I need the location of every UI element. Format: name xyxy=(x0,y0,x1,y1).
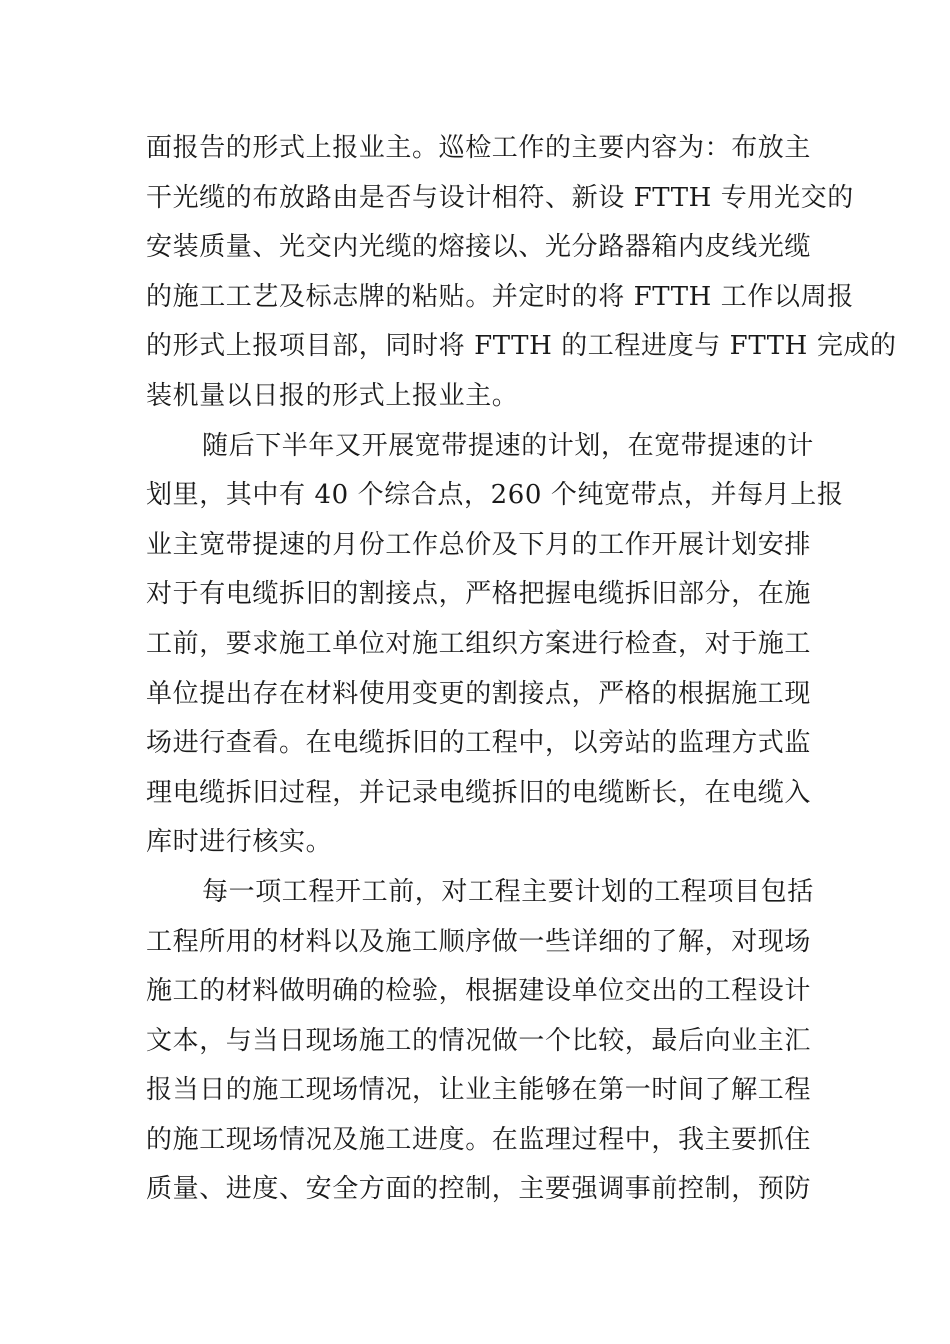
text-line: 面报告的形式上报业主。巡检工作的主要内容为：布放主 xyxy=(146,133,812,163)
text-line: 单位提出存在材料使用变更的割接点，严格的根据施工现 xyxy=(146,678,812,709)
document-body xyxy=(146,124,897,1215)
text-line: 对于有电缆拆旧的割接点，严格把握电缆拆旧部分，在施 xyxy=(146,579,812,610)
text-line: 施工的材料做明确的检验，根据建设单位交出的工程设计 xyxy=(146,976,812,1007)
text-line: 库时进行核实。 xyxy=(146,827,333,858)
text-line: 划里，其中有 40 个综合点，260 个纯宽带点，并每月上报 xyxy=(146,480,844,511)
text-line: 报当日的施工现场情况，让业主能够在第一时间了解工程 xyxy=(146,1075,812,1106)
text-line: 的施工现场情况及施工进度。在监理过程中，我主要抓住 xyxy=(146,1124,812,1155)
paragraph-3 xyxy=(146,868,816,1215)
paragraph-2 xyxy=(146,422,844,868)
text-line: 每一项工程开工前，对工程主要计划的工程项目包括 xyxy=(202,876,814,907)
text-line: 装机量以日报的形式上报业主。 xyxy=(146,380,519,411)
text-line: 文本，与当日现场施工的情况做一个比较，最后向业主汇 xyxy=(146,1025,812,1056)
text-line: 工程所用的材料以及施工顺序做一些详细的了解，对现场 xyxy=(146,926,812,957)
text-line: 安装质量、光交内光缆的熔接以、光分路器箱内皮线光缆 xyxy=(146,232,812,263)
text-line: 随后下半年又开展宽带提速的计划，在宽带提速的计 xyxy=(202,430,814,461)
text-line: 的施工工艺及标志牌的粘贴。并定时的将 FTTH 工作以周报 xyxy=(146,281,854,312)
text-line: 场进行查看。在电缆拆旧的工程中，以旁站的监理方式监 xyxy=(146,728,812,759)
text-line: 工前，要求施工单位对施工组织方案进行检查，对于施工 xyxy=(146,628,812,659)
text-line: 业主宽带提速的月份工作总价及下月的工作开展计划安排 xyxy=(146,529,812,560)
text-line: 理电缆拆旧过程，并记录电缆拆旧的电缆断长，在电缆入 xyxy=(146,777,812,808)
text-line: 干光缆的布放路由是否与设计相符、新设 FTTH 专用光交的 xyxy=(146,182,854,213)
paragraph-1 xyxy=(146,124,897,422)
text-line: 质量、进度、安全方面的控制，主要强调事前控制，预防 xyxy=(146,1174,812,1205)
text-line: 的形式上报项目部，同时将 FTTH 的工程进度与 FTTH 完成的 xyxy=(146,331,897,362)
